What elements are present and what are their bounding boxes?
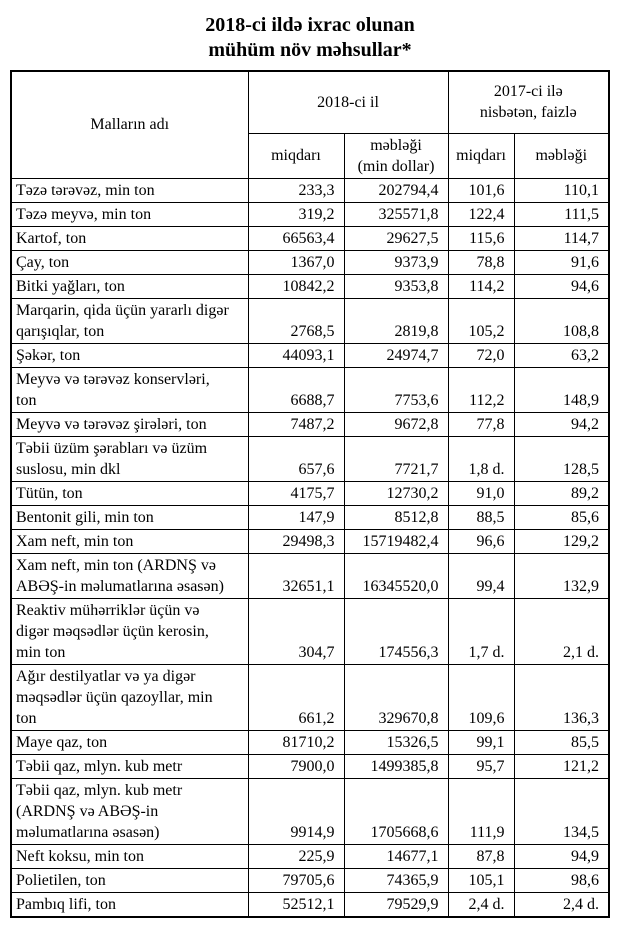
amount-2018-value: 16345520,0 bbox=[344, 553, 448, 598]
qty-2018-value: 147,9 bbox=[248, 505, 344, 529]
goods-name: Bentonit gili, min ton bbox=[11, 505, 248, 529]
goods-name: Reaktiv mühərriklər üçün və digər məqsədlər üçün kerosin, min ton bbox=[11, 598, 248, 664]
qty-2017-value: 87,8 bbox=[448, 844, 514, 868]
goods-name: Təzə tərəvəz, min ton bbox=[11, 178, 248, 202]
table-row bbox=[11, 178, 609, 202]
qty-2018-value: 10842,2 bbox=[248, 274, 344, 298]
table-row bbox=[11, 436, 609, 481]
amount-2017-value: 136,3 bbox=[514, 664, 609, 730]
amount-2018-value: 15719482,4 bbox=[344, 529, 448, 553]
amount-2017-value: 121,2 bbox=[514, 754, 609, 778]
qty-2018-value: 4175,7 bbox=[248, 481, 344, 505]
qty-2018-value: 66563,4 bbox=[248, 226, 344, 250]
table-row bbox=[11, 730, 609, 754]
goods-name: Meyvə və tərəvəz şirələri, ton bbox=[11, 412, 248, 436]
export-statistics-table bbox=[10, 70, 610, 918]
qty-2017-value: 2,4 d. bbox=[448, 892, 514, 917]
amount-2018-value: 1705668,6 bbox=[344, 778, 448, 844]
table-row bbox=[11, 664, 609, 730]
qty-2017-value: 78,8 bbox=[448, 250, 514, 274]
qty-2018-value: 304,7 bbox=[248, 598, 344, 664]
qty-2017-value: 122,4 bbox=[448, 202, 514, 226]
qty-2017-value: 99,1 bbox=[448, 730, 514, 754]
subheader-amount-2017: məbləği bbox=[514, 133, 609, 178]
qty-2018-value: 52512,1 bbox=[248, 892, 344, 917]
title-line-1: 2018-ci ildə ixrac olunan bbox=[205, 14, 415, 36]
amount-2017-value: 111,5 bbox=[514, 202, 609, 226]
goods-name: Pambıq lifi, ton bbox=[11, 892, 248, 917]
goods-name: Təbii qaz, mlyn. kub metr (ARDNŞ və ABƏŞ-in məlumatlarına əsasən) bbox=[11, 778, 248, 844]
qty-2018-value: 661,2 bbox=[248, 664, 344, 730]
subheader-amount-2018: məbləği (min dollar) bbox=[344, 133, 448, 178]
goods-name: Təbii qaz, mlyn. kub metr bbox=[11, 754, 248, 778]
header-group-row bbox=[11, 71, 609, 133]
amount-2018-value: 8512,8 bbox=[344, 505, 448, 529]
table-row bbox=[11, 412, 609, 436]
qty-2017-value: 115,6 bbox=[448, 226, 514, 250]
amount-2017-value: 148,9 bbox=[514, 367, 609, 412]
qty-2017-value: 96,6 bbox=[448, 529, 514, 553]
amount-2018-value: 79529,9 bbox=[344, 892, 448, 917]
qty-2017-value: 1,7 d. bbox=[448, 598, 514, 664]
qty-2017-value: 112,2 bbox=[448, 367, 514, 412]
qty-2017-value: 105,2 bbox=[448, 298, 514, 343]
qty-2018-value: 44093,1 bbox=[248, 343, 344, 367]
goods-name: Təbii üzüm şərabları və üzüm suslosu, min dkl bbox=[11, 436, 248, 481]
qty-2017-value: 105,1 bbox=[448, 868, 514, 892]
qty-2018-value: 657,6 bbox=[248, 436, 344, 481]
table-row bbox=[11, 367, 609, 412]
table-row bbox=[11, 505, 609, 529]
qty-2018-value: 6688,7 bbox=[248, 367, 344, 412]
amount-2017-value: 94,9 bbox=[514, 844, 609, 868]
goods-name: Xam neft, min ton (ARDNŞ və ABƏŞ-in məlumatlarına əsasən) bbox=[11, 553, 248, 598]
table-row bbox=[11, 226, 609, 250]
qty-2017-value: 111,9 bbox=[448, 778, 514, 844]
qty-2017-value: 109,6 bbox=[448, 664, 514, 730]
table-row bbox=[11, 343, 609, 367]
table-row bbox=[11, 892, 609, 917]
amount-2018-value: 174556,3 bbox=[344, 598, 448, 664]
qty-2017-value: 91,0 bbox=[448, 481, 514, 505]
amount-2017-value: 134,5 bbox=[514, 778, 609, 844]
amount-2017-value: 110,1 bbox=[514, 178, 609, 202]
amount-2017-value: 94,2 bbox=[514, 412, 609, 436]
qty-2017-value: 72,0 bbox=[448, 343, 514, 367]
goods-name: Bitki yağları, ton bbox=[11, 274, 248, 298]
amount-2018-value: 12730,2 bbox=[344, 481, 448, 505]
amount-2017-value: 63,2 bbox=[514, 343, 609, 367]
amount-2018-value: 9672,8 bbox=[344, 412, 448, 436]
table-row bbox=[11, 202, 609, 226]
amount-2018-value: 15326,5 bbox=[344, 730, 448, 754]
amount-2018-value: 2819,8 bbox=[344, 298, 448, 343]
subheader-qty-2017: miqdarı bbox=[448, 133, 514, 178]
amount-2018-value: 1499385,8 bbox=[344, 754, 448, 778]
amount-2018-value: 329670,8 bbox=[344, 664, 448, 730]
goods-name: Maye qaz, ton bbox=[11, 730, 248, 754]
table-row bbox=[11, 844, 609, 868]
column-header-goods: Malların adı bbox=[11, 71, 248, 178]
qty-2018-value: 79705,6 bbox=[248, 868, 344, 892]
goods-name: Meyvə və tərəvəz konservləri, ton bbox=[11, 367, 248, 412]
table-row bbox=[11, 868, 609, 892]
amount-2017-value: 114,7 bbox=[514, 226, 609, 250]
qty-2018-value: 1367,0 bbox=[248, 250, 344, 274]
amount-2018-value: 7721,7 bbox=[344, 436, 448, 481]
amount-2017-value: 98,6 bbox=[514, 868, 609, 892]
goods-name: Ağır destilyatlar və ya digər məqsədlər üçün qazoyllar, min ton bbox=[11, 664, 248, 730]
goods-name: Tütün, ton bbox=[11, 481, 248, 505]
goods-name: Polietilen, ton bbox=[11, 868, 248, 892]
goods-name: Çay, ton bbox=[11, 250, 248, 274]
title-line-2: mühüm növ məhsullar* bbox=[208, 39, 412, 61]
table-row bbox=[11, 598, 609, 664]
goods-name: Xam neft, min ton bbox=[11, 529, 248, 553]
column-group-2017: 2017-ci ilə nisbətən, faizlə bbox=[448, 71, 609, 133]
table-row bbox=[11, 778, 609, 844]
amount-2018-value: 7753,6 bbox=[344, 367, 448, 412]
qty-2018-value: 225,9 bbox=[248, 844, 344, 868]
goods-name: Neft koksu, min ton bbox=[11, 844, 248, 868]
qty-2018-value: 319,2 bbox=[248, 202, 344, 226]
amount-2017-value: 89,2 bbox=[514, 481, 609, 505]
qty-2018-value: 2768,5 bbox=[248, 298, 344, 343]
amount-2017-value: 2,1 d. bbox=[514, 598, 609, 664]
amount-2018-value: 14677,1 bbox=[344, 844, 448, 868]
amount-2017-value: 94,6 bbox=[514, 274, 609, 298]
amount-2018-value: 74365,9 bbox=[344, 868, 448, 892]
table-row bbox=[11, 274, 609, 298]
amount-2018-value: 29627,5 bbox=[344, 226, 448, 250]
amount-2017-value: 85,6 bbox=[514, 505, 609, 529]
qty-2018-value: 7900,0 bbox=[248, 754, 344, 778]
subheader-qty-2018: miqdarı bbox=[248, 133, 344, 178]
qty-2018-value: 233,3 bbox=[248, 178, 344, 202]
qty-2017-value: 101,6 bbox=[448, 178, 514, 202]
goods-name: Təzə meyvə, min ton bbox=[11, 202, 248, 226]
qty-2017-value: 77,8 bbox=[448, 412, 514, 436]
table-row bbox=[11, 754, 609, 778]
document-title bbox=[0, 13, 620, 63]
column-group-2018: 2018-ci il bbox=[248, 71, 448, 133]
amount-2017-value: 91,6 bbox=[514, 250, 609, 274]
table-row bbox=[11, 250, 609, 274]
goods-name: Marqarin, qida üçün yararlı digər qarışıqlar, ton bbox=[11, 298, 248, 343]
qty-2018-value: 81710,2 bbox=[248, 730, 344, 754]
amount-2017-value: 132,9 bbox=[514, 553, 609, 598]
qty-2017-value: 95,7 bbox=[448, 754, 514, 778]
goods-name: Şəkər, ton bbox=[11, 343, 248, 367]
goods-name: Kartof, ton bbox=[11, 226, 248, 250]
qty-2018-value: 7487,2 bbox=[248, 412, 344, 436]
amount-2017-value: 129,2 bbox=[514, 529, 609, 553]
qty-2018-value: 29498,3 bbox=[248, 529, 344, 553]
table-row bbox=[11, 553, 609, 598]
qty-2017-value: 88,5 bbox=[448, 505, 514, 529]
qty-2017-value: 114,2 bbox=[448, 274, 514, 298]
qty-2018-value: 32651,1 bbox=[248, 553, 344, 598]
table-row bbox=[11, 481, 609, 505]
amount-2017-value: 85,5 bbox=[514, 730, 609, 754]
amount-2018-value: 24974,7 bbox=[344, 343, 448, 367]
table-row bbox=[11, 298, 609, 343]
qty-2017-value: 99,4 bbox=[448, 553, 514, 598]
qty-2018-value: 9914,9 bbox=[248, 778, 344, 844]
amount-2018-value: 9353,8 bbox=[344, 274, 448, 298]
qty-2017-value: 1,8 d. bbox=[448, 436, 514, 481]
amount-2017-value: 2,4 d. bbox=[514, 892, 609, 917]
amount-2017-value: 108,8 bbox=[514, 298, 609, 343]
amount-2018-value: 325571,8 bbox=[344, 202, 448, 226]
amount-2018-value: 202794,4 bbox=[344, 178, 448, 202]
table-row bbox=[11, 529, 609, 553]
amount-2017-value: 128,5 bbox=[514, 436, 609, 481]
amount-2018-value: 9373,9 bbox=[344, 250, 448, 274]
